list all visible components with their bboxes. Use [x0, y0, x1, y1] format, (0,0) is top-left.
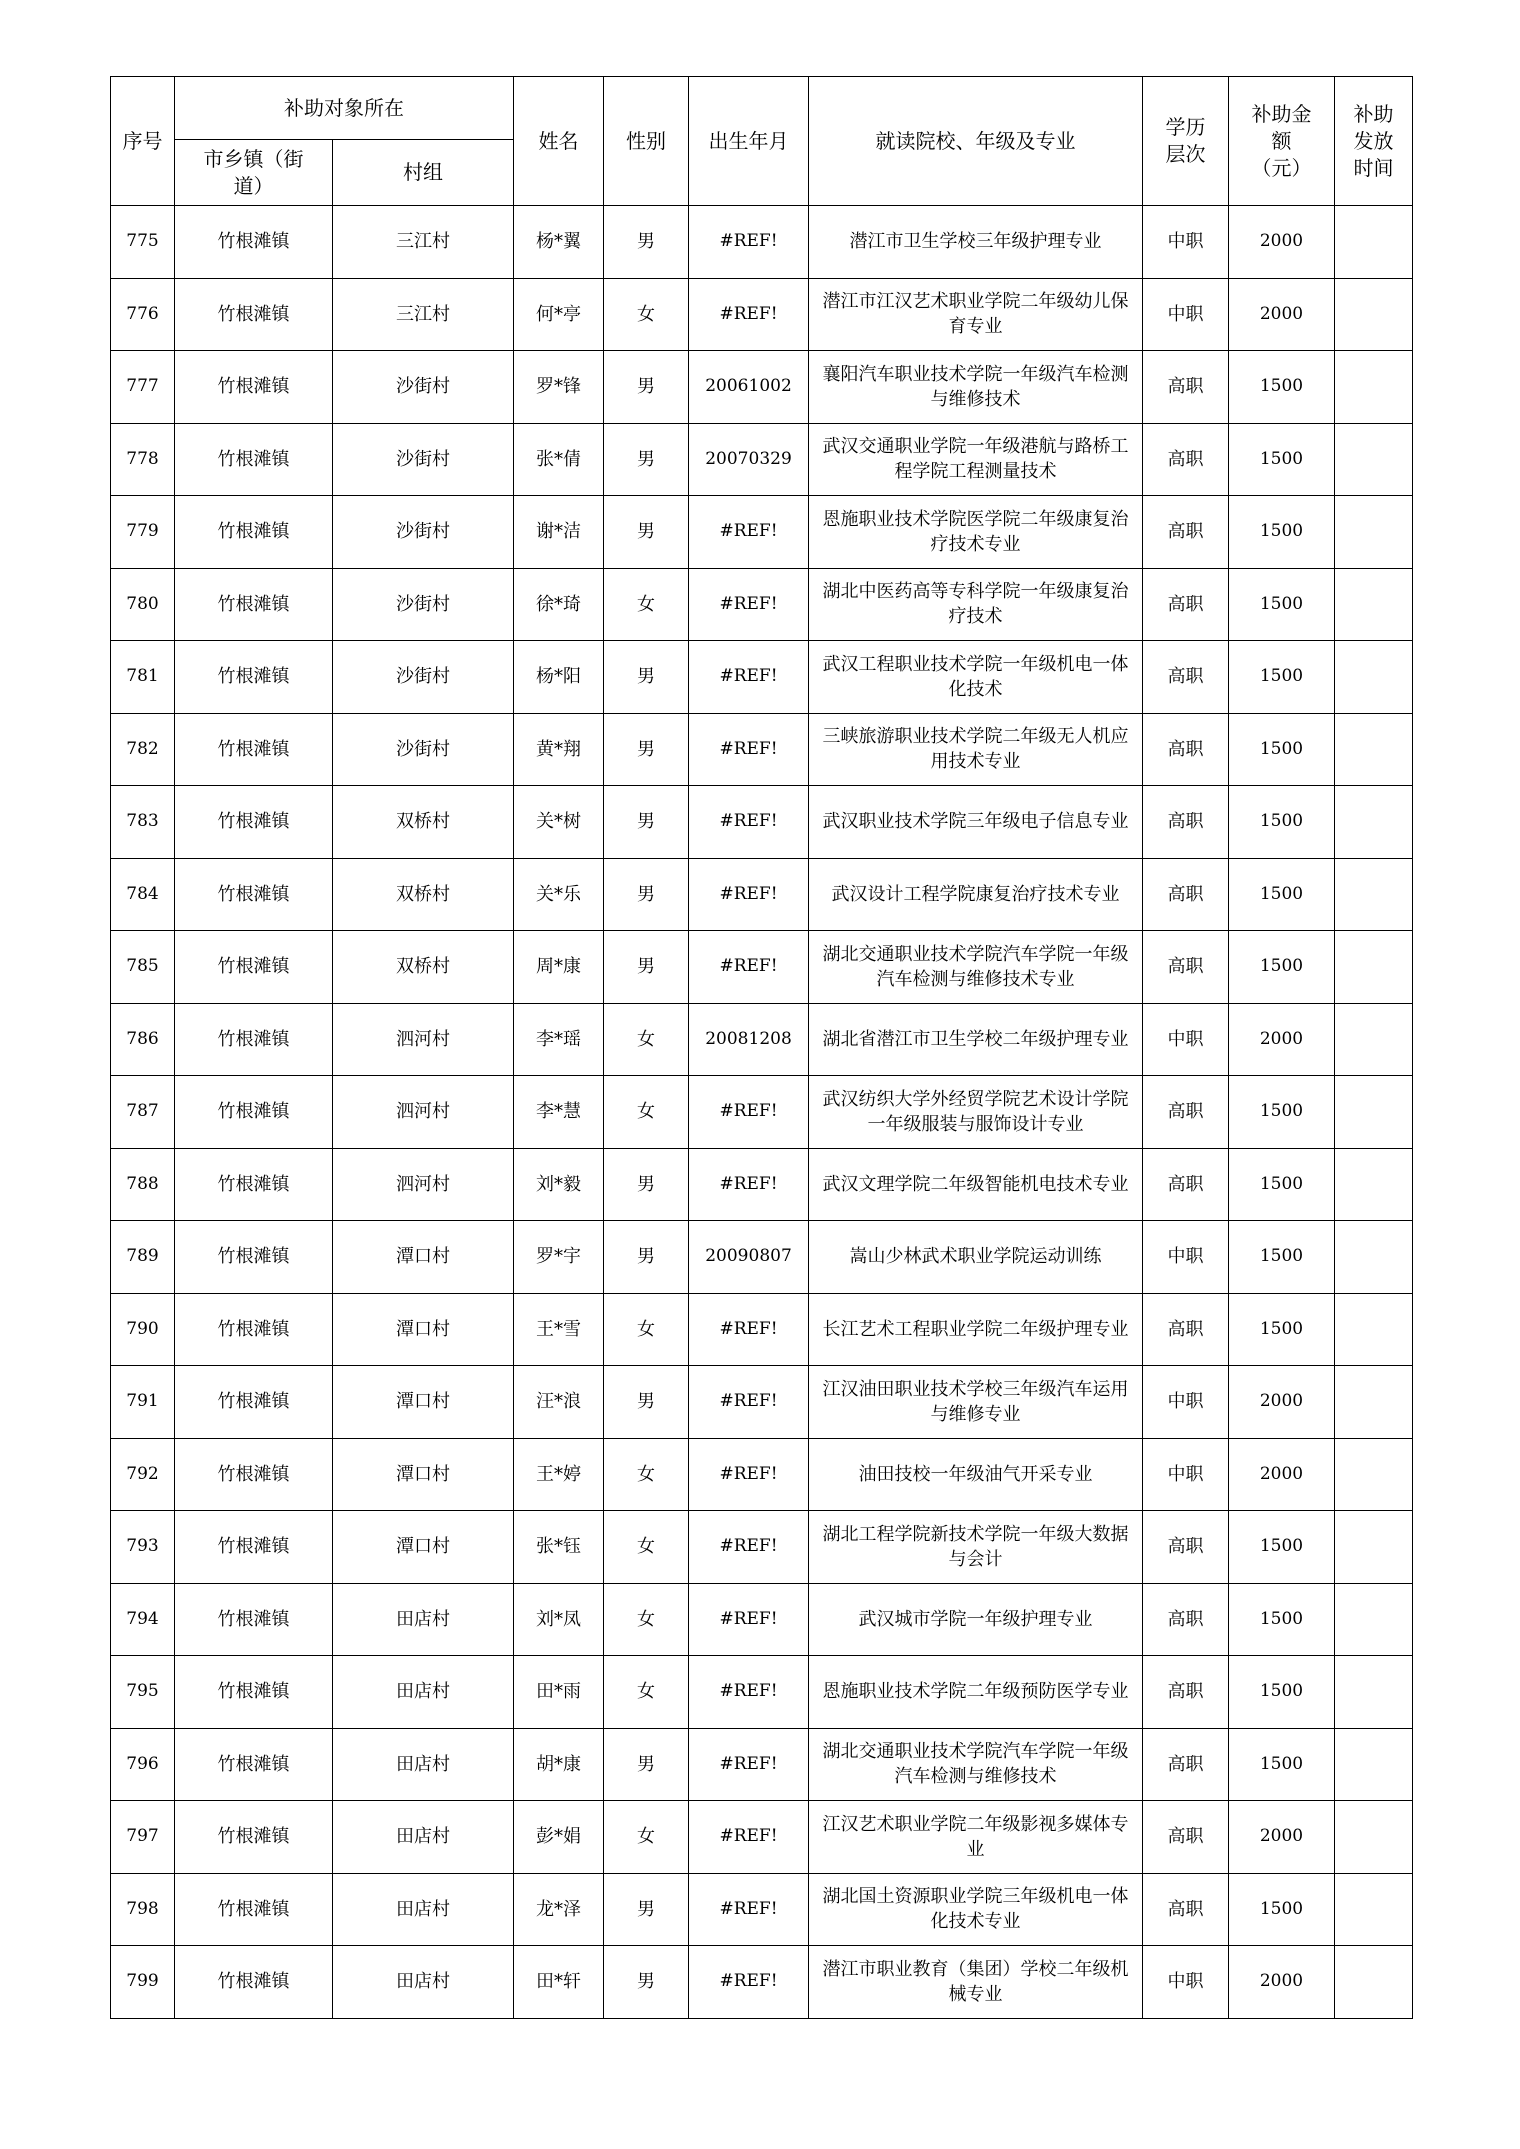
- cell-date: [1335, 1221, 1413, 1294]
- cell-amount: 1500: [1229, 1583, 1335, 1656]
- cell-birth: 20081208: [689, 1003, 809, 1076]
- cell-school: 武汉纺织大学外经贸学院艺术设计学院一年级服装与服饰设计专业: [809, 1076, 1143, 1149]
- cell-seq: 792: [111, 1438, 175, 1511]
- cell-town: 竹根滩镇: [175, 568, 333, 641]
- table-row: [111, 641, 1413, 714]
- subsidy-table-sheet: [110, 76, 1412, 2019]
- header-date: 补助发放时间: [1335, 77, 1413, 206]
- cell-school: 湖北中医药高等专科学院一年级康复治疗技术: [809, 568, 1143, 641]
- cell-seq: 787: [111, 1076, 175, 1149]
- cell-name: 周*康: [514, 931, 604, 1004]
- cell-amount: 1500: [1229, 641, 1335, 714]
- cell-date: [1335, 1583, 1413, 1656]
- cell-level: 中职: [1143, 1221, 1229, 1294]
- cell-gender: 女: [604, 278, 689, 351]
- cell-level: 高职: [1143, 641, 1229, 714]
- cell-birth: #REF!: [689, 1438, 809, 1511]
- cell-amount: 1500: [1229, 1873, 1335, 1946]
- header-village: 村组: [333, 140, 514, 206]
- cell-amount: 1500: [1229, 1076, 1335, 1149]
- cell-name: 彭*娟: [514, 1801, 604, 1874]
- header-name: 姓名: [514, 77, 604, 206]
- table-row: [111, 351, 1413, 424]
- cell-school: 嵩山少林武术职业学院运动训练: [809, 1221, 1143, 1294]
- cell-seq: 783: [111, 786, 175, 859]
- cell-name: 田*轩: [514, 1946, 604, 2019]
- cell-gender: 女: [604, 1076, 689, 1149]
- cell-name: 关*树: [514, 786, 604, 859]
- cell-gender: 男: [604, 1221, 689, 1294]
- cell-town: 竹根滩镇: [175, 858, 333, 931]
- cell-gender: 女: [604, 1438, 689, 1511]
- header-gender: 性别: [604, 77, 689, 206]
- cell-town: 竹根滩镇: [175, 1003, 333, 1076]
- cell-name: 杨*阳: [514, 641, 604, 714]
- cell-date: [1335, 1148, 1413, 1221]
- cell-school: 湖北交通职业技术学院汽车学院一年级汽车检测与维修技术专业: [809, 931, 1143, 1004]
- cell-name: 李*瑶: [514, 1003, 604, 1076]
- cell-town: 竹根滩镇: [175, 1728, 333, 1801]
- cell-seq: 776: [111, 278, 175, 351]
- cell-village: 潭口村: [333, 1366, 514, 1439]
- cell-date: [1335, 1511, 1413, 1584]
- cell-birth: #REF!: [689, 858, 809, 931]
- cell-village: 田店村: [333, 1583, 514, 1656]
- cell-gender: 男: [604, 206, 689, 279]
- cell-school: 武汉设计工程学院康复治疗技术专业: [809, 858, 1143, 931]
- cell-village: 潭口村: [333, 1438, 514, 1511]
- cell-amount: 1500: [1229, 351, 1335, 424]
- cell-town: 竹根滩镇: [175, 713, 333, 786]
- cell-town: 竹根滩镇: [175, 278, 333, 351]
- cell-school: 长江艺术工程职业学院二年级护理专业: [809, 1293, 1143, 1366]
- cell-birth: #REF!: [689, 1946, 809, 2019]
- cell-seq: 799: [111, 1946, 175, 2019]
- cell-date: [1335, 496, 1413, 569]
- table-header: [111, 77, 1413, 206]
- cell-village: 泗河村: [333, 1148, 514, 1221]
- cell-level: 高职: [1143, 931, 1229, 1004]
- cell-village: 三江村: [333, 206, 514, 279]
- cell-date: [1335, 931, 1413, 1004]
- cell-school: 湖北国土资源职业学院三年级机电一体化技术专业: [809, 1873, 1143, 1946]
- cell-gender: 女: [604, 1003, 689, 1076]
- table-row: [111, 713, 1413, 786]
- cell-date: [1335, 713, 1413, 786]
- cell-amount: 1500: [1229, 786, 1335, 859]
- cell-level: 高职: [1143, 568, 1229, 641]
- cell-birth: #REF!: [689, 713, 809, 786]
- cell-level: 高职: [1143, 1511, 1229, 1584]
- cell-town: 竹根滩镇: [175, 1656, 333, 1729]
- cell-date: [1335, 206, 1413, 279]
- cell-town: 竹根滩镇: [175, 786, 333, 859]
- cell-name: 刘*毅: [514, 1148, 604, 1221]
- cell-name: 王*雪: [514, 1293, 604, 1366]
- cell-school: 恩施职业技术学院医学院二年级康复治疗技术专业: [809, 496, 1143, 569]
- cell-town: 竹根滩镇: [175, 1873, 333, 1946]
- cell-date: [1335, 1873, 1413, 1946]
- cell-birth: #REF!: [689, 1076, 809, 1149]
- table-row: [111, 1801, 1413, 1874]
- cell-gender: 男: [604, 641, 689, 714]
- cell-level: 高职: [1143, 423, 1229, 496]
- cell-town: 竹根滩镇: [175, 351, 333, 424]
- cell-level: 中职: [1143, 1366, 1229, 1439]
- cell-seq: 796: [111, 1728, 175, 1801]
- table-row: [111, 1438, 1413, 1511]
- cell-date: [1335, 1946, 1413, 2019]
- header-town: 市乡镇（街道）: [175, 140, 333, 206]
- cell-village: 泗河村: [333, 1003, 514, 1076]
- cell-gender: 男: [604, 1728, 689, 1801]
- cell-birth: 20061002: [689, 351, 809, 424]
- table-row: [111, 278, 1413, 351]
- cell-level: 高职: [1143, 1656, 1229, 1729]
- cell-level: 高职: [1143, 496, 1229, 569]
- cell-town: 竹根滩镇: [175, 206, 333, 279]
- cell-birth: #REF!: [689, 931, 809, 1004]
- cell-town: 竹根滩镇: [175, 1221, 333, 1294]
- cell-seq: 797: [111, 1801, 175, 1874]
- cell-birth: 20090807: [689, 1221, 809, 1294]
- cell-village: 沙街村: [333, 641, 514, 714]
- cell-gender: 男: [604, 496, 689, 569]
- table-row: [111, 1873, 1413, 1946]
- cell-amount: 2000: [1229, 278, 1335, 351]
- cell-gender: 女: [604, 1656, 689, 1729]
- cell-gender: 女: [604, 1583, 689, 1656]
- cell-level: 中职: [1143, 1438, 1229, 1511]
- cell-date: [1335, 641, 1413, 714]
- cell-seq: 784: [111, 858, 175, 931]
- cell-village: 双桥村: [333, 931, 514, 1004]
- cell-seq: 780: [111, 568, 175, 641]
- cell-name: 徐*琦: [514, 568, 604, 641]
- cell-town: 竹根滩镇: [175, 1511, 333, 1584]
- cell-town: 竹根滩镇: [175, 1366, 333, 1439]
- cell-seq: 789: [111, 1221, 175, 1294]
- header-amount: 补助金额（元）: [1229, 77, 1335, 206]
- cell-seq: 790: [111, 1293, 175, 1366]
- cell-town: 竹根滩镇: [175, 931, 333, 1004]
- cell-level: 高职: [1143, 1148, 1229, 1221]
- cell-date: [1335, 1656, 1413, 1729]
- cell-village: 沙街村: [333, 568, 514, 641]
- cell-school: 湖北交通职业技术学院汽车学院一年级汽车检测与维修技术: [809, 1728, 1143, 1801]
- cell-seq: 794: [111, 1583, 175, 1656]
- cell-seq: 793: [111, 1511, 175, 1584]
- cell-village: 沙街村: [333, 713, 514, 786]
- cell-gender: 女: [604, 568, 689, 641]
- cell-village: 潭口村: [333, 1221, 514, 1294]
- cell-seq: 786: [111, 1003, 175, 1076]
- cell-name: 胡*康: [514, 1728, 604, 1801]
- cell-birth: #REF!: [689, 1801, 809, 1874]
- cell-gender: 女: [604, 1293, 689, 1366]
- cell-name: 李*慧: [514, 1076, 604, 1149]
- cell-name: 何*亭: [514, 278, 604, 351]
- cell-town: 竹根滩镇: [175, 1438, 333, 1511]
- cell-school: 武汉职业技术学院三年级电子信息专业: [809, 786, 1143, 859]
- cell-seq: 781: [111, 641, 175, 714]
- cell-village: 双桥村: [333, 858, 514, 931]
- table-row: [111, 206, 1413, 279]
- cell-date: [1335, 786, 1413, 859]
- table-row: [111, 568, 1413, 641]
- cell-village: 沙街村: [333, 496, 514, 569]
- cell-birth: #REF!: [689, 786, 809, 859]
- table-row: [111, 1583, 1413, 1656]
- cell-amount: 1500: [1229, 1293, 1335, 1366]
- header-location-group: 补助对象所在: [175, 77, 514, 140]
- table-row: [111, 1221, 1413, 1294]
- cell-level: 高职: [1143, 1583, 1229, 1656]
- cell-school: 襄阳汽车职业技术学院一年级汽车检测与维修技术: [809, 351, 1143, 424]
- cell-school: 油田技校一年级油气开采专业: [809, 1438, 1143, 1511]
- cell-date: [1335, 1801, 1413, 1874]
- cell-date: [1335, 858, 1413, 931]
- cell-date: [1335, 1293, 1413, 1366]
- table-row: [111, 1656, 1413, 1729]
- cell-gender: 男: [604, 713, 689, 786]
- subsidy-table: [110, 76, 1413, 2019]
- cell-birth: #REF!: [689, 496, 809, 569]
- cell-town: 竹根滩镇: [175, 1076, 333, 1149]
- cell-name: 张*倩: [514, 423, 604, 496]
- cell-gender: 女: [604, 1511, 689, 1584]
- cell-amount: 1500: [1229, 496, 1335, 569]
- cell-birth: #REF!: [689, 641, 809, 714]
- cell-village: 潭口村: [333, 1511, 514, 1584]
- cell-birth: #REF!: [689, 1873, 809, 1946]
- cell-date: [1335, 1076, 1413, 1149]
- cell-name: 谢*洁: [514, 496, 604, 569]
- cell-village: 潭口村: [333, 1293, 514, 1366]
- cell-gender: 男: [604, 423, 689, 496]
- cell-name: 杨*翼: [514, 206, 604, 279]
- table-row: [111, 786, 1413, 859]
- cell-amount: 2000: [1229, 1003, 1335, 1076]
- cell-amount: 1500: [1229, 931, 1335, 1004]
- cell-school: 武汉城市学院一年级护理专业: [809, 1583, 1143, 1656]
- cell-village: 沙街村: [333, 423, 514, 496]
- cell-name: 罗*锋: [514, 351, 604, 424]
- cell-amount: 2000: [1229, 1366, 1335, 1439]
- cell-date: [1335, 423, 1413, 496]
- cell-level: 中职: [1143, 1946, 1229, 2019]
- cell-village: 双桥村: [333, 786, 514, 859]
- cell-village: 田店村: [333, 1801, 514, 1874]
- cell-date: [1335, 1438, 1413, 1511]
- cell-school: 恩施职业技术学院二年级预防医学专业: [809, 1656, 1143, 1729]
- cell-level: 高职: [1143, 1801, 1229, 1874]
- table-row: [111, 1728, 1413, 1801]
- cell-date: [1335, 1003, 1413, 1076]
- cell-school: 武汉工程职业技术学院一年级机电一体化技术: [809, 641, 1143, 714]
- cell-gender: 男: [604, 1148, 689, 1221]
- cell-birth: #REF!: [689, 278, 809, 351]
- cell-name: 关*乐: [514, 858, 604, 931]
- cell-gender: 男: [604, 858, 689, 931]
- cell-seq: 788: [111, 1148, 175, 1221]
- cell-level: 高职: [1143, 1076, 1229, 1149]
- cell-date: [1335, 568, 1413, 641]
- cell-school: 三峡旅游职业技术学院二年级无人机应用技术专业: [809, 713, 1143, 786]
- cell-birth: #REF!: [689, 206, 809, 279]
- cell-level: 中职: [1143, 206, 1229, 279]
- cell-amount: 2000: [1229, 1946, 1335, 2019]
- cell-name: 龙*泽: [514, 1873, 604, 1946]
- cell-date: [1335, 1366, 1413, 1439]
- cell-town: 竹根滩镇: [175, 1801, 333, 1874]
- table-row: [111, 1293, 1413, 1366]
- cell-seq: 777: [111, 351, 175, 424]
- cell-birth: #REF!: [689, 568, 809, 641]
- cell-town: 竹根滩镇: [175, 1148, 333, 1221]
- cell-village: 沙街村: [333, 351, 514, 424]
- cell-gender: 女: [604, 1801, 689, 1874]
- cell-amount: 1500: [1229, 1221, 1335, 1294]
- cell-amount: 2000: [1229, 1801, 1335, 1874]
- cell-gender: 男: [604, 1366, 689, 1439]
- cell-school: 湖北工程学院新技术学院一年级大数据与会计: [809, 1511, 1143, 1584]
- cell-seq: 785: [111, 931, 175, 1004]
- cell-name: 张*钰: [514, 1511, 604, 1584]
- table-row: [111, 1511, 1413, 1584]
- cell-gender: 男: [604, 351, 689, 424]
- table-row: [111, 1003, 1413, 1076]
- cell-town: 竹根滩镇: [175, 423, 333, 496]
- cell-amount: 1500: [1229, 1148, 1335, 1221]
- cell-amount: 1500: [1229, 1728, 1335, 1801]
- cell-seq: 782: [111, 713, 175, 786]
- cell-birth: #REF!: [689, 1656, 809, 1729]
- cell-level: 高职: [1143, 713, 1229, 786]
- cell-school: 潜江市江汉艺术职业学院二年级幼儿保育专业: [809, 278, 1143, 351]
- cell-school: 湖北省潜江市卫生学校二年级护理专业: [809, 1003, 1143, 1076]
- cell-level: 高职: [1143, 1873, 1229, 1946]
- cell-name: 田*雨: [514, 1656, 604, 1729]
- table-body: [111, 206, 1413, 2019]
- table-row: [111, 1148, 1413, 1221]
- cell-level: 中职: [1143, 1003, 1229, 1076]
- table-row: [111, 1366, 1413, 1439]
- cell-level: 高职: [1143, 1293, 1229, 1366]
- cell-school: 武汉交通职业学院一年级港航与路桥工程学院工程测量技术: [809, 423, 1143, 496]
- cell-town: 竹根滩镇: [175, 1946, 333, 2019]
- cell-name: 罗*宇: [514, 1221, 604, 1294]
- cell-birth: #REF!: [689, 1583, 809, 1656]
- cell-level: 高职: [1143, 858, 1229, 931]
- header-birth: 出生年月: [689, 77, 809, 206]
- cell-village: 泗河村: [333, 1076, 514, 1149]
- cell-amount: 2000: [1229, 206, 1335, 279]
- cell-amount: 1500: [1229, 568, 1335, 641]
- cell-seq: 778: [111, 423, 175, 496]
- header-school: 就读院校、年级及专业: [809, 77, 1143, 206]
- cell-seq: 798: [111, 1873, 175, 1946]
- cell-date: [1335, 351, 1413, 424]
- cell-birth: 20070329: [689, 423, 809, 496]
- cell-date: [1335, 278, 1413, 351]
- header-seq: 序号: [111, 77, 175, 206]
- table-row: [111, 423, 1413, 496]
- cell-village: 田店村: [333, 1946, 514, 2019]
- cell-amount: 1500: [1229, 423, 1335, 496]
- cell-level: 高职: [1143, 1728, 1229, 1801]
- cell-name: 汪*浪: [514, 1366, 604, 1439]
- cell-town: 竹根滩镇: [175, 641, 333, 714]
- cell-birth: #REF!: [689, 1511, 809, 1584]
- cell-birth: #REF!: [689, 1293, 809, 1366]
- cell-seq: 795: [111, 1656, 175, 1729]
- cell-school: 潜江市卫生学校三年级护理专业: [809, 206, 1143, 279]
- cell-school: 潜江市职业教育（集团）学校二年级机械专业: [809, 1946, 1143, 2019]
- table-row: [111, 1946, 1413, 2019]
- cell-birth: #REF!: [689, 1728, 809, 1801]
- cell-seq: 779: [111, 496, 175, 569]
- cell-birth: #REF!: [689, 1366, 809, 1439]
- cell-name: 黄*翔: [514, 713, 604, 786]
- table-row: [111, 931, 1413, 1004]
- cell-name: 刘*凤: [514, 1583, 604, 1656]
- cell-amount: 1500: [1229, 1656, 1335, 1729]
- cell-date: [1335, 1728, 1413, 1801]
- cell-amount: 1500: [1229, 713, 1335, 786]
- table-row: [111, 858, 1413, 931]
- cell-school: 江汉艺术职业学院二年级影视多媒体专业: [809, 1801, 1143, 1874]
- cell-level: 中职: [1143, 278, 1229, 351]
- cell-village: 田店村: [333, 1656, 514, 1729]
- cell-town: 竹根滩镇: [175, 496, 333, 569]
- cell-amount: 2000: [1229, 1438, 1335, 1511]
- header-level: 学历层次: [1143, 77, 1229, 206]
- cell-school: 武汉文理学院二年级智能机电技术专业: [809, 1148, 1143, 1221]
- cell-name: 王*婷: [514, 1438, 604, 1511]
- cell-level: 高职: [1143, 351, 1229, 424]
- cell-birth: #REF!: [689, 1148, 809, 1221]
- cell-town: 竹根滩镇: [175, 1583, 333, 1656]
- cell-seq: 775: [111, 206, 175, 279]
- cell-seq: 791: [111, 1366, 175, 1439]
- cell-gender: 男: [604, 1873, 689, 1946]
- cell-level: 高职: [1143, 786, 1229, 859]
- cell-village: 三江村: [333, 278, 514, 351]
- cell-village: 田店村: [333, 1728, 514, 1801]
- table-row: [111, 496, 1413, 569]
- cell-town: 竹根滩镇: [175, 1293, 333, 1366]
- cell-gender: 男: [604, 1946, 689, 2019]
- cell-village: 田店村: [333, 1873, 514, 1946]
- cell-gender: 男: [604, 786, 689, 859]
- cell-amount: 1500: [1229, 1511, 1335, 1584]
- table-row: [111, 1076, 1413, 1149]
- cell-school: 江汉油田职业技术学校三年级汽车运用与维修专业: [809, 1366, 1143, 1439]
- cell-gender: 男: [604, 931, 689, 1004]
- cell-amount: 1500: [1229, 858, 1335, 931]
